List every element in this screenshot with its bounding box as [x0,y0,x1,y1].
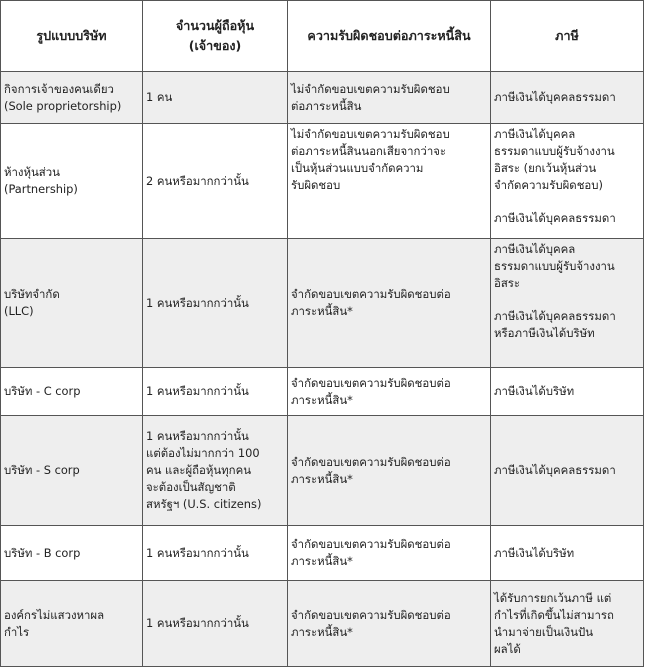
cell-owner-count: 1 คนหรือมากกว่านั้น [143,581,288,667]
cell-tax: ภาษีเงินได้บริษัท [491,368,644,416]
table-row [1,416,644,526]
header-business-type: รูปแบบบริษัท [1,1,143,72]
cell-tax: ภาษีเงินได้บริษัท [491,526,644,581]
table-header-row [1,1,644,72]
cell-business-type: บริษัทจำกัด (LLC) [1,239,143,368]
cell-liability: ไม่จำกัดขอบเขตความรับผิดชอบ ต่อภาระหนี้สินนอกเสียจากว่าจะ เป็นหุ้นส่วนแบบจำกัดความ รับผิดชอบ [288,124,491,239]
cell-tax: ภาษีเงินได้บุคคลธรรมดา [491,72,644,124]
cell-business-type: บริษัท - B corp [1,526,143,581]
cell-business-type: บริษัท - C corp [1,368,143,416]
table-row [1,72,644,124]
cell-tax: ภาษีเงินได้บุคคล ธรรมดาแบบผู้รับจ้างงาน อิสระ ภาษีเงินได้บุคคลธรรมดา หรือภาษีเงินได้บริษัท [491,239,644,368]
table-row [1,124,644,239]
cell-business-type: องค์กรไม่แสวงหาผล กำไร [1,581,143,667]
cell-owner-count: 1 คนหรือมากกว่านั้น [143,239,288,368]
cell-owner-count: 1 คนหรือมากกว่านั้น [143,526,288,581]
cell-liability: จำกัดขอบเขตความรับผิดชอบต่อ ภาระหนี้สิน* [288,416,491,526]
cell-tax: ได้รับการยกเว้นภาษี แต่ กำไรที่เกิดขึ้นไม่สามารถ นำมาจ่ายเป็นเงินปัน ผลได้ [491,581,644,667]
cell-business-type: กิจการเจ้าของคนเดียว (Sole proprietorship) [1,72,143,124]
cell-owner-count: 2 คนหรือมากกว่านั้น [143,124,288,239]
cell-owner-count: 1 คนหรือมากกว่านั้น [143,368,288,416]
table-row [1,239,644,368]
header-tax: ภาษี [491,1,644,72]
cell-liability: จำกัดขอบเขตความรับผิดชอบต่อ ภาระหนี้สิน* [288,368,491,416]
cell-business-type: ห้างหุ้นส่วน (Partnership) [1,124,143,239]
cell-owner-count: 1 คนหรือมากกว่านั้น แต่ต้องไม่มากกว่า 100 คน และผู้ถือหุ้นทุกคน จะต้องเป็นสัญชาติ สหรัฐฯ (U.S. citizens) [143,416,288,526]
cell-liability: ไม่จำกัดขอบเขตความรับผิดชอบ ต่อภาระหนี้สิน [288,72,491,124]
cell-liability: จำกัดขอบเขตความรับผิดชอบต่อ ภาระหนี้สิน* [288,526,491,581]
header-owner-count: จำนวนผู้ถือหุ้น (เจ้าของ) [143,1,288,72]
cell-business-type: บริษัท - S corp [1,416,143,526]
table-row [1,581,644,667]
cell-tax: ภาษีเงินได้บุคคล ธรรมดาแบบผู้รับจ้างงาน อิสระ (ยกเว้นหุ้นส่วน จำกัดความรับผิดชอบ) ภาษีเงินได้บุคคลธรรมดา [491,124,644,239]
cell-liability: จำกัดขอบเขตความรับผิดชอบต่อ ภาระหนี้สิน* [288,239,491,368]
cell-liability: จำกัดขอบเขตความรับผิดชอบต่อ ภาระหนี้สิน* [288,581,491,667]
header-liability: ความรับผิดชอบต่อภาระหนี้สิน [288,1,491,72]
cell-tax: ภาษีเงินได้บุคคลธรรมดา [491,416,644,526]
cell-owner-count: 1 คน [143,72,288,124]
table-row [1,526,644,581]
table-row [1,368,644,416]
